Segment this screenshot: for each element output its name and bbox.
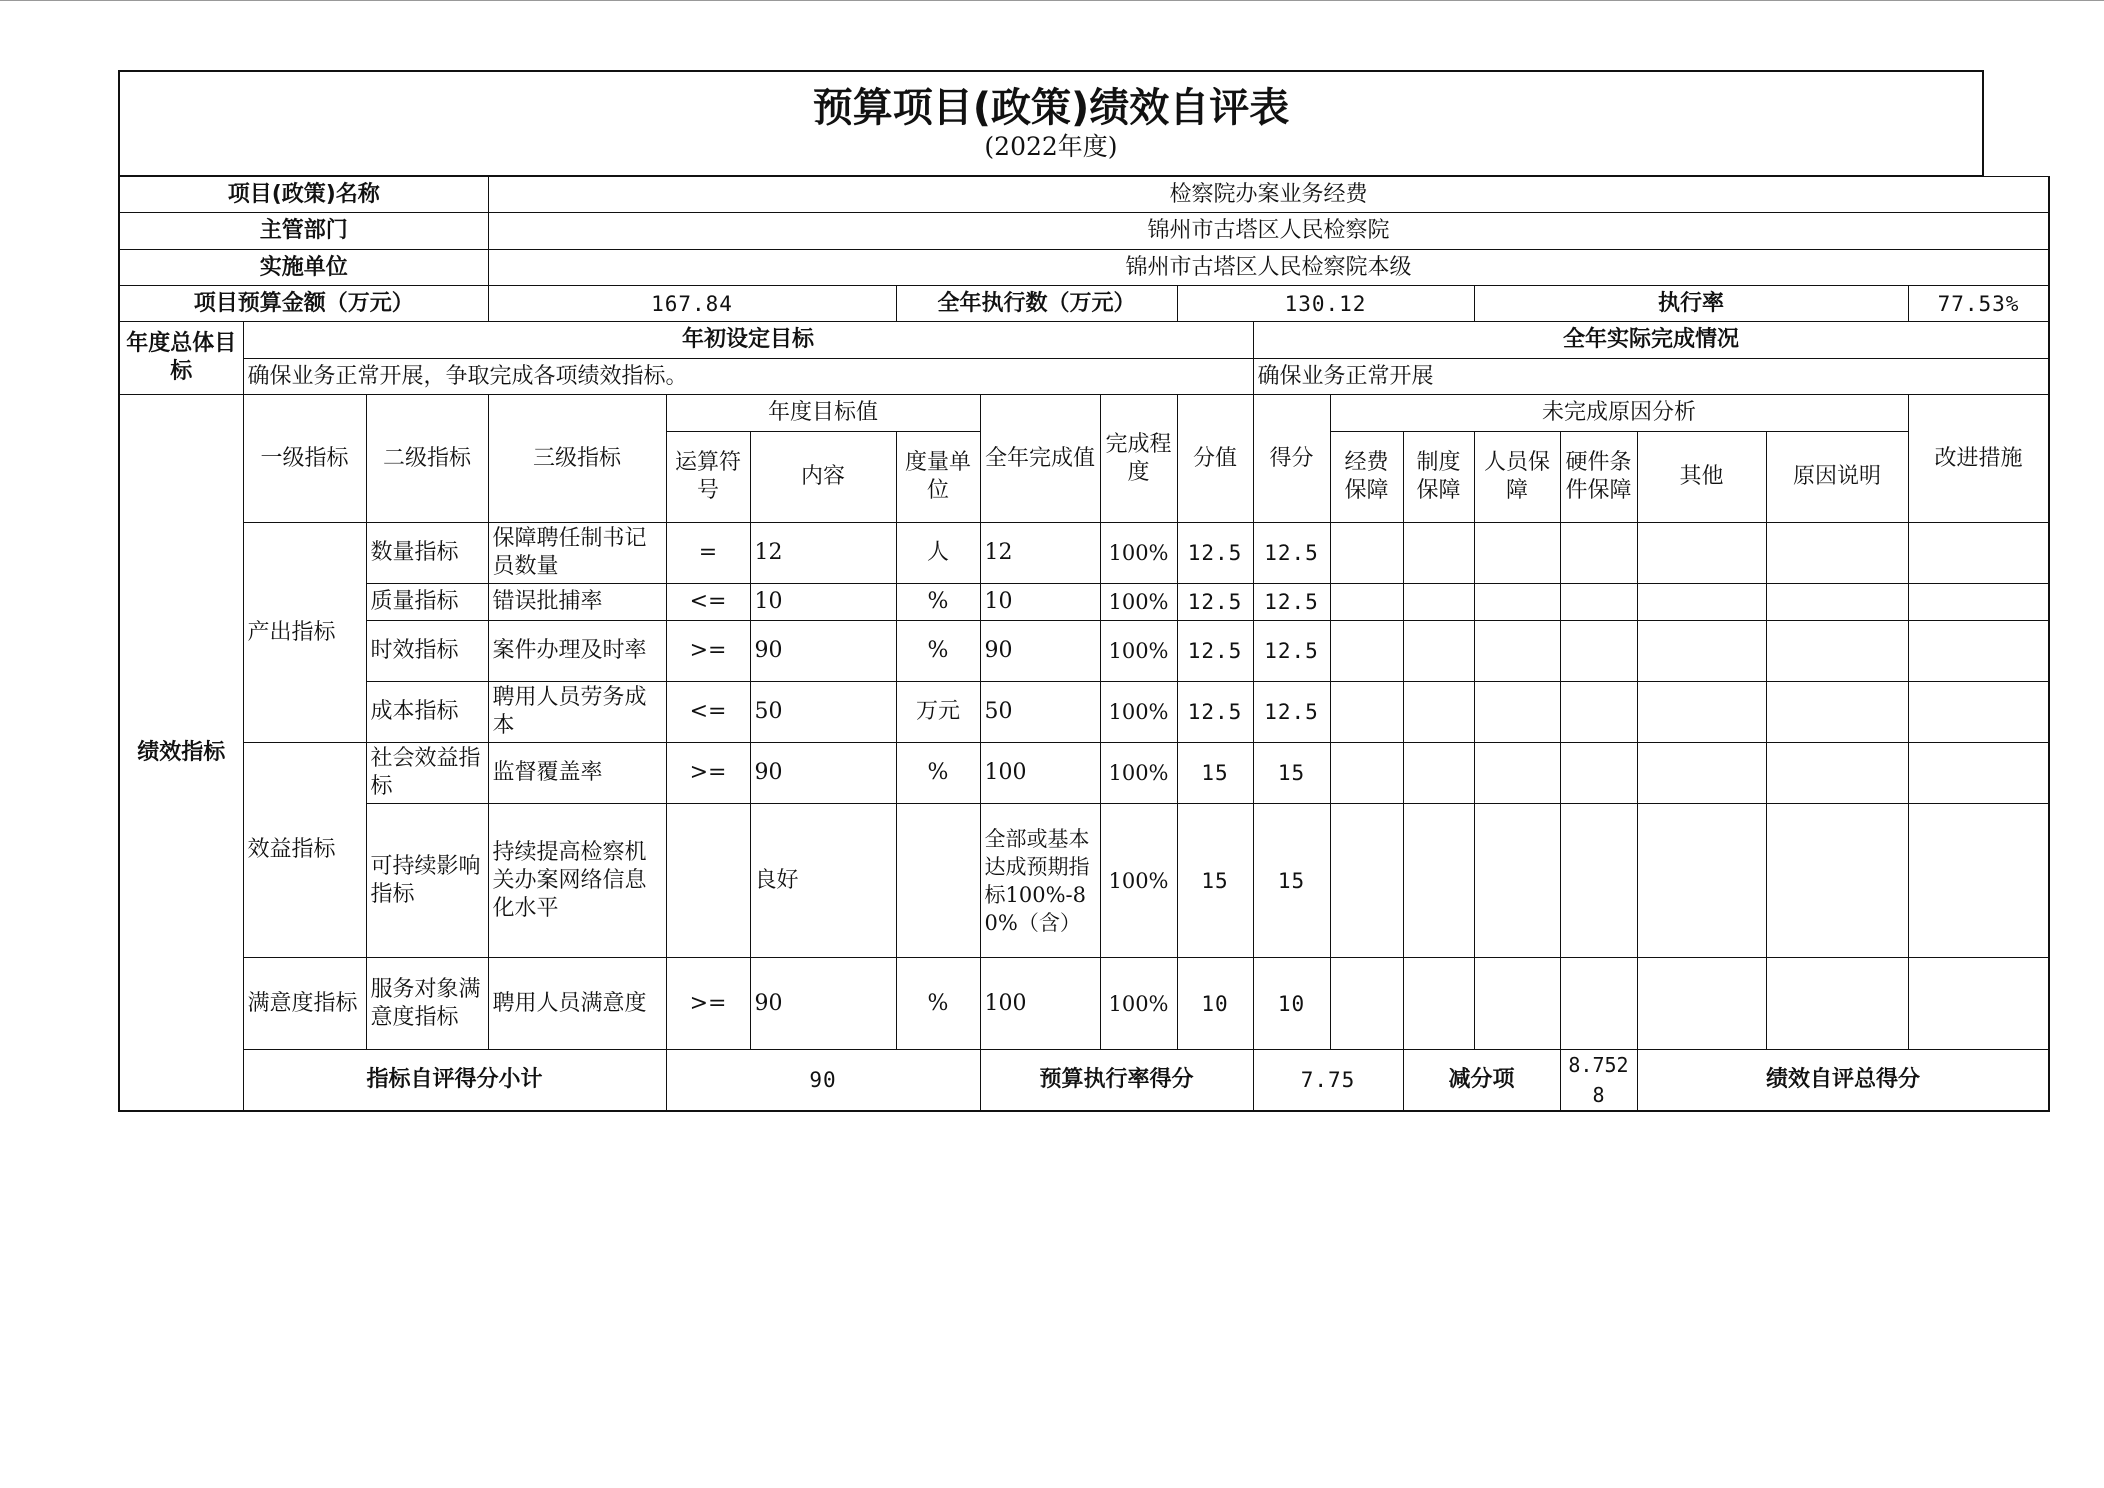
annual-value-cell: 100: [980, 958, 1100, 1050]
unit-row: [119, 250, 2049, 286]
header-reason-group: 未完成原因分析: [1330, 395, 1908, 432]
score-value-cell: 10: [1177, 958, 1253, 1050]
score-value-cell: 12.5: [1177, 621, 1253, 682]
level2-cell: 质量指标: [366, 584, 488, 621]
table-row: [119, 523, 2049, 584]
score-value-cell: 15: [1177, 804, 1253, 958]
header-annual-value: 全年完成值: [980, 395, 1100, 523]
header-score-value: 分值: [1177, 395, 1253, 523]
level2-cell: 时效指标: [366, 621, 488, 682]
operator-cell: <=: [666, 682, 750, 743]
score-cell: 15: [1253, 743, 1330, 804]
deduction-label: 减分项: [1403, 1050, 1560, 1112]
empty-cell: [1766, 743, 1908, 804]
content-cell: 90: [750, 621, 896, 682]
empty-cell: [1330, 958, 1403, 1050]
empty-cell: [1560, 523, 1637, 584]
score-cell: 12.5: [1253, 621, 1330, 682]
score-cell: 12.5: [1253, 523, 1330, 584]
form-title: 预算项目(政策)绩效自评表: [812, 85, 1290, 131]
annual-value-cell: 12: [980, 523, 1100, 584]
empty-cell: [1330, 621, 1403, 682]
score-value-cell: 15: [1177, 743, 1253, 804]
annual-value-cell: 100: [980, 743, 1100, 804]
completion-cell: 100%: [1100, 804, 1177, 958]
unit-cell: 人: [896, 523, 980, 584]
completion-cell: 100%: [1100, 523, 1177, 584]
project-name-label: 项目(政策)名称: [119, 177, 488, 213]
completion-cell: 100%: [1100, 682, 1177, 743]
empty-cell: [1474, 958, 1560, 1050]
project-name-row: [119, 177, 2049, 213]
form-year: (2022年度): [984, 132, 1118, 161]
empty-cell: [1637, 743, 1766, 804]
level3-cell: 监督覆盖率: [488, 743, 666, 804]
empty-cell: [1474, 621, 1560, 682]
group-satisfaction: 满意度指标: [243, 958, 366, 1050]
header-level3: 三级指标: [488, 395, 666, 523]
self-evaluation-form: [118, 70, 2023, 1112]
header-target-group: 年度目标值: [666, 395, 980, 432]
empty-cell: [1766, 621, 1908, 682]
goal-content-row: [119, 359, 2049, 395]
level3-cell: 聘用人员满意度: [488, 958, 666, 1050]
empty-cell: [1908, 682, 2049, 743]
unit-label: 实施单位: [119, 250, 488, 286]
content-cell: 90: [750, 743, 896, 804]
operator-cell: <=: [666, 584, 750, 621]
exec-score-label: 预算执行率得分: [980, 1050, 1253, 1112]
content-cell: 良好: [750, 804, 896, 958]
header-other: 其他: [1637, 432, 1766, 523]
top-border-line: [0, 0, 2104, 1]
completion-cell: 100%: [1100, 958, 1177, 1050]
score-cell: 10: [1253, 958, 1330, 1050]
empty-cell: [1766, 682, 1908, 743]
total-label: 绩效自评总得分: [1637, 1050, 2049, 1112]
executed-label: 全年执行数（万元）: [896, 286, 1177, 322]
header-personnel: 人员保障: [1474, 432, 1560, 523]
unit-cell: %: [896, 621, 980, 682]
empty-cell: [1908, 621, 2049, 682]
content-cell: 90: [750, 958, 896, 1050]
project-name-value: 检察院办案业务经费: [488, 177, 2049, 213]
rate-label: 执行率: [1474, 286, 1908, 322]
empty-cell: [1908, 804, 2049, 958]
empty-cell: [1637, 958, 1766, 1050]
empty-cell: [1403, 682, 1474, 743]
empty-cell: [1330, 584, 1403, 621]
annual-value-cell: 全部或基本达成预期指标100%-80%（含）: [980, 804, 1100, 958]
header-score: 得分: [1253, 395, 1330, 523]
empty-cell: [1908, 523, 2049, 584]
operator-cell: >=: [666, 958, 750, 1050]
level2-cell: 社会效益指标: [366, 743, 488, 804]
actual-goal-text: 确保业务正常开展: [1253, 359, 2049, 395]
unit-cell: %: [896, 743, 980, 804]
dept-row: [119, 213, 2049, 250]
annual-value-cell: 50: [980, 682, 1100, 743]
summary-row: [119, 1050, 2049, 1112]
budget-row: [119, 286, 2049, 322]
empty-cell: [1330, 523, 1403, 584]
empty-cell: [1560, 584, 1637, 621]
rate-value: 77.53%: [1908, 286, 2049, 322]
empty-cell: [1403, 621, 1474, 682]
operator-cell: >=: [666, 743, 750, 804]
operator-cell: >=: [666, 621, 750, 682]
empty-cell: [1637, 584, 1766, 621]
header-completion: 完成程度: [1100, 395, 1177, 523]
initial-goal-text: 确保业务正常开展，争取完成各项绩效指标。: [243, 359, 1253, 395]
annual-value-cell: 10: [980, 584, 1100, 621]
empty-cell: [1560, 743, 1637, 804]
empty-cell: [1637, 682, 1766, 743]
empty-cell: [1474, 743, 1560, 804]
empty-cell: [1403, 743, 1474, 804]
empty-cell: [1560, 621, 1637, 682]
empty-cell: [1330, 743, 1403, 804]
table-row: [119, 621, 2049, 682]
empty-cell: [1403, 958, 1474, 1050]
empty-cell: [1330, 682, 1403, 743]
performance-indicator-label: 绩效指标: [119, 395, 243, 1112]
unit-cell: [896, 804, 980, 958]
empty-cell: [1560, 682, 1637, 743]
empty-cell: [1908, 743, 2049, 804]
level2-cell: 成本指标: [366, 682, 488, 743]
empty-cell: [1560, 958, 1637, 1050]
empty-cell: [1474, 804, 1560, 958]
budget-label: 项目预算金额（万元）: [119, 286, 488, 322]
score-value-cell: 12.5: [1177, 523, 1253, 584]
header-hardware: 硬件条件保障: [1560, 432, 1637, 523]
annual-value-cell: 90: [980, 621, 1100, 682]
empty-cell: [1908, 958, 2049, 1050]
content-cell: 12: [750, 523, 896, 584]
unit-cell: %: [896, 584, 980, 621]
content-cell: 50: [750, 682, 896, 743]
completion-cell: 100%: [1100, 621, 1177, 682]
annual-goal-label: 年度总体目标: [119, 322, 243, 395]
goal-header-row: [119, 322, 2049, 359]
empty-cell: [1637, 523, 1766, 584]
score-cell: 12.5: [1253, 584, 1330, 621]
empty-cell: [1908, 584, 2049, 621]
header-level2: 二级指标: [366, 395, 488, 523]
group-benefit: 效益指标: [243, 743, 366, 958]
level3-cell: 案件办理及时率: [488, 621, 666, 682]
empty-cell: [1403, 804, 1474, 958]
level3-cell: 保障聘任制书记员数量: [488, 523, 666, 584]
score-cell: 15: [1253, 804, 1330, 958]
table-row: [119, 743, 2049, 804]
empty-cell: [1766, 958, 1908, 1050]
budget-value: 167.84: [488, 286, 896, 322]
unit-cell: %: [896, 958, 980, 1050]
table-row: [119, 958, 2049, 1050]
group-output: 产出指标: [243, 523, 366, 743]
dept-value: 锦州市古塔区人民检察院: [488, 213, 2049, 250]
level2-cell: 服务对象满意度指标: [366, 958, 488, 1050]
empty-cell: [1637, 621, 1766, 682]
subtotal-value: 90: [666, 1050, 980, 1112]
actual-goal-label: 全年实际完成情况: [1253, 322, 2049, 359]
header-system: 制度保障: [1403, 432, 1474, 523]
header-improvement: 改进措施: [1908, 395, 2049, 523]
level3-cell: 持续提高检察机关办案网络信息化水平: [488, 804, 666, 958]
unit-cell: 万元: [896, 682, 980, 743]
header-level1: 一级指标: [243, 395, 366, 523]
operator-cell: =: [666, 523, 750, 584]
exec-score-value: 7.75: [1253, 1050, 1403, 1112]
empty-cell: [1766, 584, 1908, 621]
empty-cell: [1637, 804, 1766, 958]
unit-value: 锦州市古塔区人民检察院本级: [488, 250, 2049, 286]
indicator-header-row-1: [119, 395, 2049, 432]
header-reason-note: 原因说明: [1766, 432, 1908, 523]
table-row: [119, 804, 2049, 958]
level2-cell: 数量指标: [366, 523, 488, 584]
completion-cell: 100%: [1100, 743, 1177, 804]
form-header: [118, 70, 1984, 176]
dept-label: 主管部门: [119, 213, 488, 250]
level3-cell: 聘用人员劳务成本: [488, 682, 666, 743]
content-cell: 10: [750, 584, 896, 621]
empty-cell: [1330, 804, 1403, 958]
initial-goal-label: 年初设定目标: [243, 322, 1253, 359]
level2-cell: 可持续影响指标: [366, 804, 488, 958]
evaluation-table: [118, 176, 2050, 1112]
empty-cell: [1403, 584, 1474, 621]
deduction-value: 8.7528: [1560, 1050, 1637, 1112]
completion-cell: 100%: [1100, 584, 1177, 621]
score-value-cell: 12.5: [1177, 682, 1253, 743]
table-row: [119, 584, 2049, 621]
score-value-cell: 12.5: [1177, 584, 1253, 621]
table-row: [119, 682, 2049, 743]
score-cell: 12.5: [1253, 682, 1330, 743]
empty-cell: [1560, 804, 1637, 958]
subtotal-label: 指标自评得分小计: [243, 1050, 666, 1112]
header-funding: 经费保障: [1330, 432, 1403, 523]
empty-cell: [1474, 523, 1560, 584]
empty-cell: [1766, 523, 1908, 584]
empty-cell: [1403, 523, 1474, 584]
header-unit: 度量单位: [896, 432, 980, 523]
header-content: 内容: [750, 432, 896, 523]
operator-cell: [666, 804, 750, 958]
header-operator: 运算符号: [666, 432, 750, 523]
empty-cell: [1766, 804, 1908, 958]
empty-cell: [1474, 682, 1560, 743]
level3-cell: 错误批捕率: [488, 584, 666, 621]
empty-cell: [1474, 584, 1560, 621]
executed-value: 130.12: [1177, 286, 1474, 322]
